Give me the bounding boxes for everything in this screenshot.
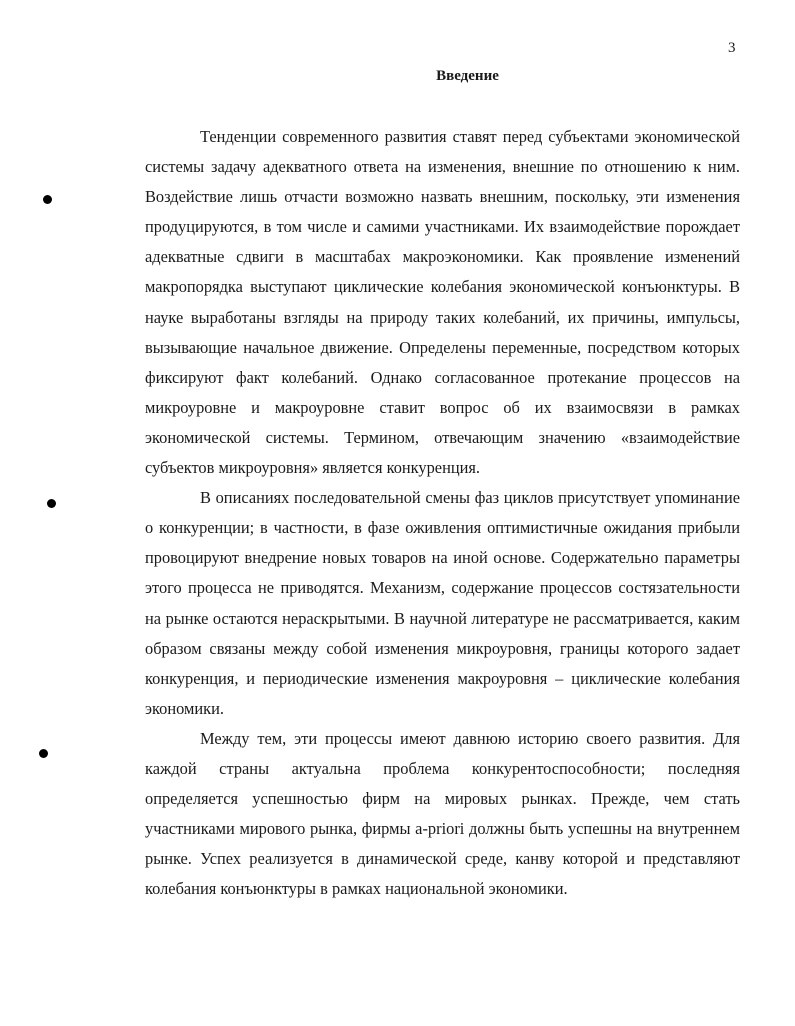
page-number: 3	[728, 40, 736, 56]
paragraph-2: В описаниях последовательной смены фаз циклов присутствует упоминание о конкуренции; в частности, в фазе оживления оптимистичные ожидания прибыли провоцируют внедрение новых товаров на иной основе. Содержательно параметры этого процесса не приводятся. Механизм, содержание процессов состязательности на рынке остаются нераскрытыми. В научной литературе не рассматривается, каким образом связаны между собой изменения микроуровня, границы которого задает конкуренция, и периодические изменения макроуровня – циклические колебания экономики.	[145, 488, 740, 718]
section-title: Введение	[436, 68, 499, 84]
paragraph-3: Между тем, эти процессы имеют давнюю историю своего развития. Для каждой страны актуальна проблема конкурентоспособности; последняя определяется успешностью фирм на мировых рынках. Прежде, чем стать участниками мирового рынка, фирмы a-priori должны быть успешны на внутреннем рынке. Успех реализуется в динамической среде, канву которой и представляют колебания конъюнктуры в рамках национальной экономики.	[145, 728, 740, 899]
punch-hole-top	[43, 195, 52, 204]
body-text	[145, 122, 740, 904]
punch-hole-middle	[47, 499, 56, 508]
punch-hole-bottom	[39, 749, 48, 758]
paragraph-1: Тенденции современного развития ставят перед субъектами экономической системы задачу адекватного ответа на изменения, внешние по отношению к ним. Воздействие лишь отчасти возможно назвать внешним, поскольку, эти изменения продуцируются, в том числе и самими участниками. Их взаимодействие порождает адекватные сдвиги в масштабах макроэкономики. Как проявление изменений макропорядка выступают циклические колебания экономической конъюнктуры. В науке выработаны взгляды на природу таких колебаний, их причины, импульсы, вызывающие начальное движение. Определены переменные, посредством которых фиксируют факт колебаний. Однако согласованное протекание процессов на микроуровне и макроуровне ставит вопрос об их взаимосвязи в рамках экономической системы. Термином, отвечающим значению «взаимодействие субъектов микроуровня» является конкуренция.	[145, 127, 740, 478]
